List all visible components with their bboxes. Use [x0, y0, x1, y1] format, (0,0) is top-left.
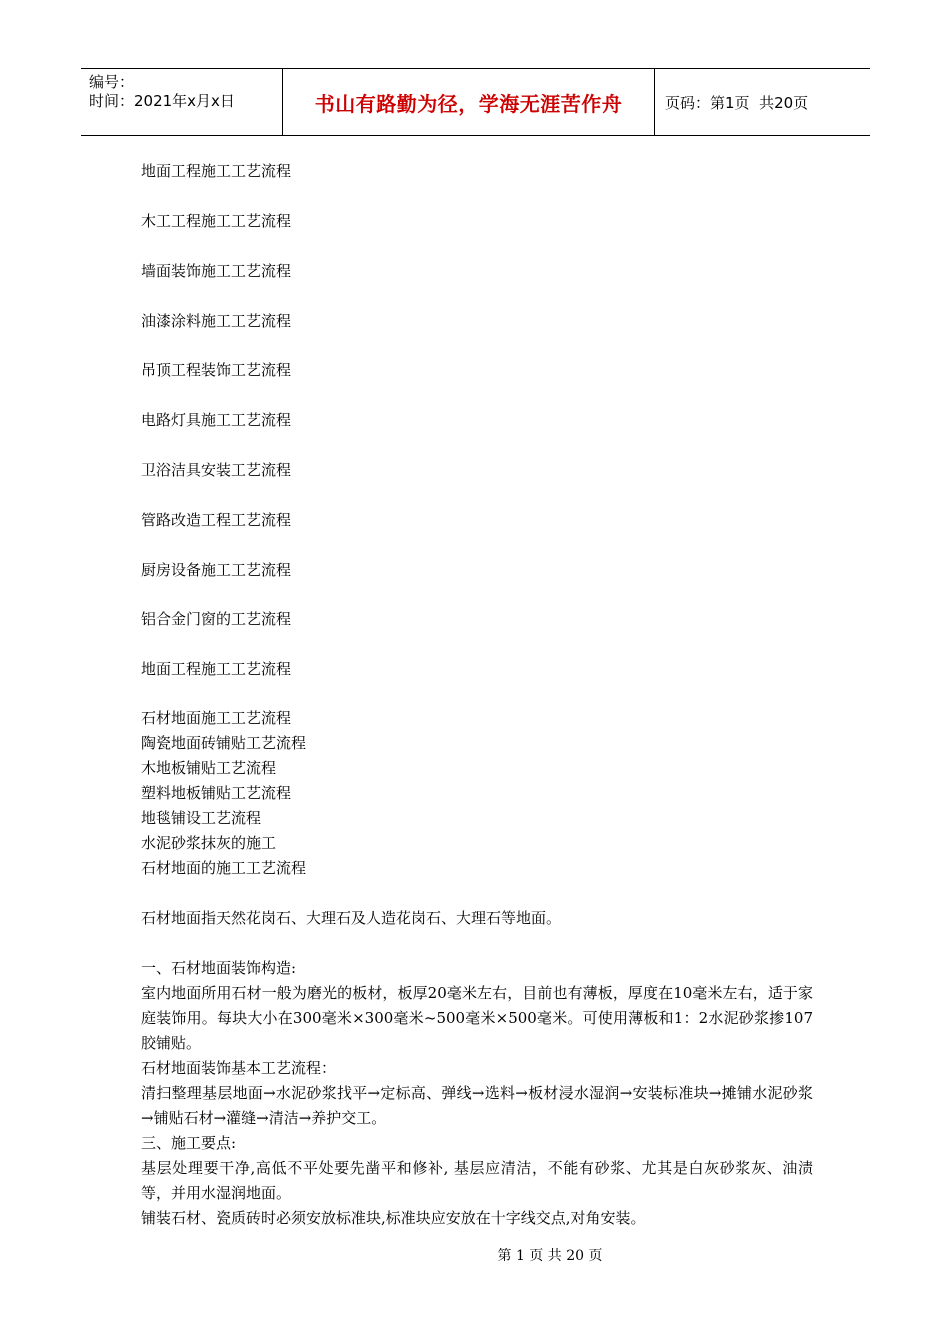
body-paragraph: 室内地面所用石材一般为磨光的板材，板厚20毫米左右，目前也有薄板，厚度在10毫米左右，适于家庭装饰用。每块大小在300毫米×300毫米~500毫米×500毫米。可使用薄板和1：2水泥砂浆掺107胶铺贴。 — [141, 984, 813, 1052]
toc-item: 电路灯具施工工艺流程 — [141, 411, 292, 429]
sub-list — [141, 706, 306, 881]
sub-list-item: 木地板铺贴工艺流程 — [141, 759, 277, 777]
main-section — [141, 956, 813, 1231]
header-page-info — [655, 69, 870, 135]
toc-item: 铝合金门窗的工艺流程 — [141, 610, 292, 628]
body-paragraph: 基层处理要干净,高低不平处要先凿平和修补, 基层应清洁，不能有砂浆、尤其是白灰砂浆灰、油渍等，并用水湿润地面。 — [141, 1159, 813, 1202]
section-heading: 一、石材地面装饰构造: — [141, 959, 297, 977]
toc-item: 木工工程施工工艺流程 — [141, 212, 292, 230]
header-motto: 书山有路勤为径，学海无涯苦作舟 — [283, 69, 655, 135]
section-heading: 石材地面装饰基本工艺流程： — [141, 1059, 337, 1077]
document-date: 时间：2021年x月x日 — [89, 92, 235, 110]
page-info-text: 页码：第1页 共20页 — [665, 93, 809, 112]
intro-paragraph — [141, 906, 813, 931]
toc-item: 油漆涂料施工工艺流程 — [141, 312, 292, 330]
section-heading: 三、施工要点: — [141, 1134, 237, 1152]
body-paragraph: 铺装石材、瓷质砖时必须安放标准块,标准块应安放在十字线交点,对角安装。 — [141, 1209, 646, 1227]
body-paragraph: 清扫整理基层地面→水泥砂浆找平→定标高、弹线→选料→板材浸水湿润→安装标准块→摊铺水泥砂浆→铺贴石材→灌缝→清洁→养护交工。 — [141, 1084, 813, 1127]
header-meta — [81, 69, 283, 135]
sub-list-item: 陶瓷地面砖铺贴工艺流程 — [141, 734, 307, 752]
toc-item: 地面工程施工工艺流程 — [141, 162, 292, 180]
toc-item: 卫浴洁具安装工艺流程 — [141, 461, 292, 479]
sub-list-item: 塑料地板铺贴工艺流程 — [141, 784, 292, 802]
sub-list-item: 地毯铺设工艺流程 — [141, 809, 262, 827]
sub-list-item: 水泥砂浆抹灰的施工 — [141, 834, 277, 852]
sub-list-item: 石材地面的施工工艺流程 — [141, 859, 307, 877]
sub-list-item: 石材地面施工工艺流程 — [141, 709, 292, 727]
toc-item: 地面工程施工工艺流程 — [141, 660, 292, 678]
page-footer: 第 1 页 共 20 页 — [497, 1248, 603, 1264]
page-header — [81, 68, 870, 136]
toc-item: 墙面装饰施工工艺流程 — [141, 262, 292, 280]
toc-item: 吊顶工程装饰工艺流程 — [141, 361, 292, 379]
toc-item: 厨房设备施工工艺流程 — [141, 561, 292, 579]
document-number-label: 编号： — [89, 73, 135, 91]
toc-item: 管路改造工程工艺流程 — [141, 511, 292, 529]
intro-text: 石材地面指天然花岗石、大理石及人造花岗石、大理石等地面。 — [141, 909, 562, 927]
